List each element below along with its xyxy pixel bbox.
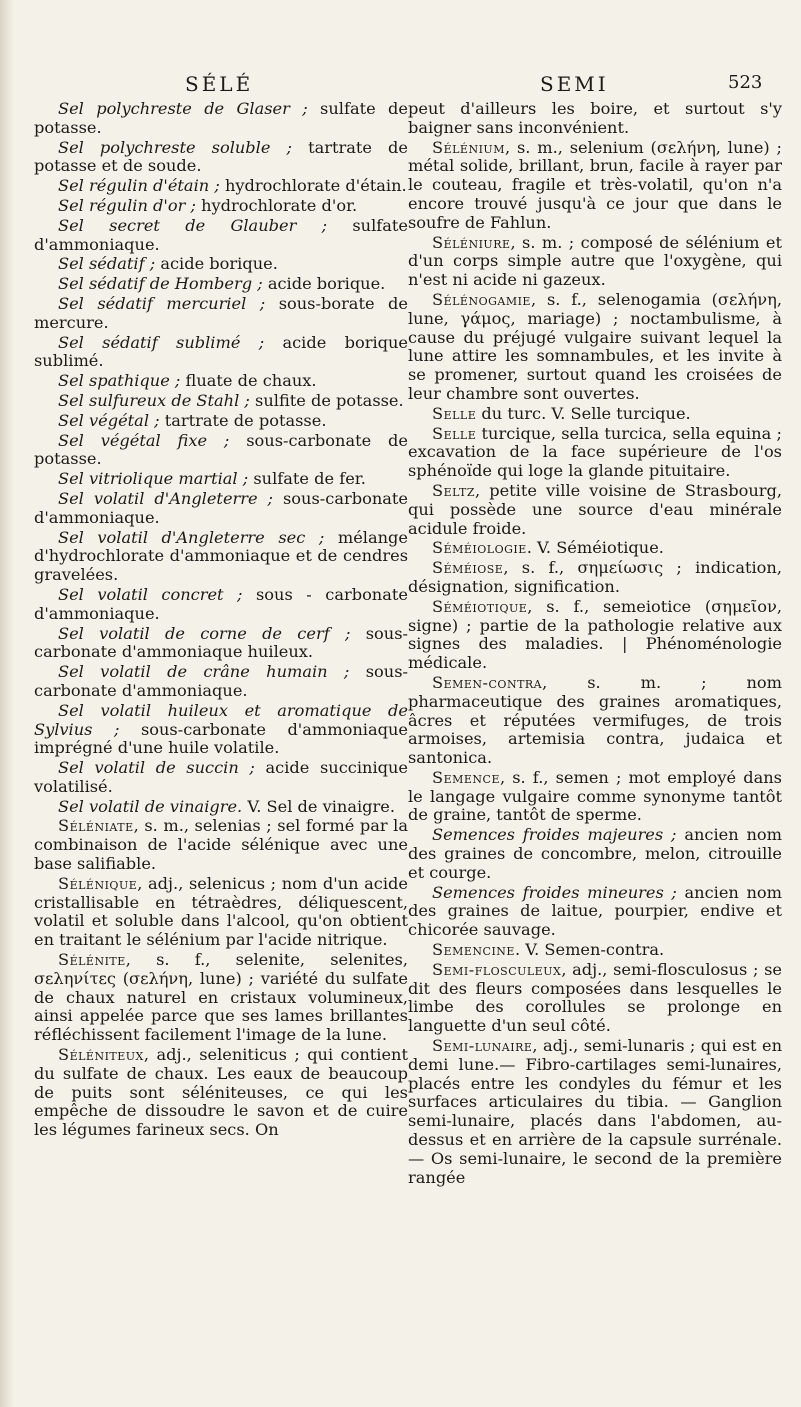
dictionary-entry [34,177,408,196]
entry-definition: sulfate de fer. [253,469,366,489]
running-head-left: SÉLÉ [185,72,254,96]
entry-headword: Semence [432,767,500,787]
entry-headword: Sel sédatif mercuriel ; [58,293,266,313]
entry-headword: Selle [432,403,477,423]
dictionary-entry [34,432,408,470]
entry-headword: Sélénite [58,950,126,970]
entry-headword: Sel volatil concret ; [58,584,243,604]
dictionary-entry [34,139,408,177]
dictionary-entry [34,817,408,873]
dictionary-entry [34,490,408,528]
entry-headword: Sel volatil d'Angleterre sec ; [58,527,325,547]
page-number: 523 [728,72,763,93]
entry-definition: , s. f., semeiotice (σημεῖον, signe) ; partie de la pathologie relative aux signes des maladies. | Phénoménologie médicale. [408,596,782,673]
entry-headword: Seltz [432,480,476,500]
entry-headword: Semencine [432,940,515,960]
dictionary-entry [34,372,408,391]
entry-definition: acide borique sublimé. [34,332,408,371]
entry-headword: Semences froides mineures ; [432,882,677,902]
dictionary-entry [34,197,408,216]
entry-definition: , s. f., selenite, selenites, σεληνίτες (σελήνη, lune) ; variété du sulfate de chaux naturel en cristaux volumineux, ainsi appelée parce que ses lames brillantes réfléchissent facilement l'image de la lune. [34,950,408,1045]
entry-definition: ancien nom des graines de concombre, melon, citrouille et courge. [408,825,783,882]
entry-definition: tartrate de potasse et de soude. [34,137,408,176]
entry-definition: acide borique. [267,274,386,294]
entry-definition: acide succinique volatilisé. [34,758,408,796]
entry-definition: sous-carbonate d'ammoniaque huileux. [34,623,408,662]
right-column [408,100,782,1188]
entry-definition: , s. m., selenium (σελήνη, lune) ; métal solide, brillant, brun, facile à rayer par le couteau, fragile et très-volatil, qu'on n'a encore trouvé jusqu'à ce jour que dans le soufre de Fahlun. [408,137,782,232]
entry-definition: sous-carbonate d'ammoniaque. [34,488,408,527]
entry-definition: . V. Semen-contra. [514,940,665,960]
entry-headword: Sel sédatif sublimé ; [58,332,265,352]
dictionary-entry [408,826,782,882]
entry-headword: Sélénique [58,873,138,893]
entry-definition: hydrochlorate d'étain. [224,176,407,196]
entry-headword: Sel sédatif ; [58,254,156,274]
dictionary-entry [34,1046,408,1140]
entry-definition: hydrochlorate d'or. [201,195,358,215]
dictionary-entry [34,412,408,431]
dictionary-entry [408,598,782,673]
entry-headword: Sel sulfureux de Stahl ; [58,390,250,410]
entry-headword: Sel régulin d'or ; [58,195,196,215]
entry-headword: Sélénium [432,137,505,157]
dictionary-entry [34,255,408,274]
dictionary-entry [34,586,408,624]
dictionary-entry [408,769,782,825]
entry-definition: ancien nom des graines de laitue, pourpier, endive et chicorée sauvage. [408,882,782,940]
entry-headword: Sel volatil d'Angleterre ; [58,488,274,508]
dictionary-entry [408,941,782,960]
entry-headword: Sel polychreste soluble ; [58,137,292,157]
entry-definition: du turc. V. Selle turcique. [476,403,691,423]
entry-headword: Sel volatil huileux et aromatique de Sylvius ; [34,700,408,739]
entry-headword: Semen-contra [432,672,543,692]
dictionary-entry [34,392,408,411]
entry-definition: turcique, sella turcica, sella equina ; excavation de la face supérieure de l'os sphénoïde qui loge la glande pituitaire. [408,423,782,481]
dictionary-entry [408,139,782,233]
entry-definition: sous - carbonate d'ammoniaque. [34,584,408,623]
entry-definition: fluate de chaux. [185,371,317,391]
page-binding-shadow [0,0,14,1407]
entry-definition: , petite ville voisine de Strasbourg, qui possède une source d'eau minérale acidule froide. [408,480,782,538]
entry-definition: , s. m. ; composé de sélénium et d'un corps simple autre que l'oxygène, qui n'est ni acide ni gazeux. [408,232,782,290]
entry-headword: Sel volatil de crâne humain ; [58,662,350,682]
dictionary-entry [34,295,408,333]
dictionary-entry [34,663,408,701]
entry-headword: Selle [432,423,477,443]
entry-headword: Sel végétal fixe ; [58,430,230,450]
entry-headword: Sel végétal ; [58,410,160,430]
dictionary-entry [408,884,782,940]
entry-headword: Semi-lunaire [432,1036,533,1056]
entry-headword: Sel vitriolique martial ; [58,469,249,489]
entry-continuation: peut d'ailleurs les boire, et surtout s'y baigner sans inconvénient. [408,99,782,137]
entry-headword: Sel polychreste de Glaser ; [58,99,308,118]
dictionary-entry [34,470,408,489]
entry-definition: sous-carbonate d'ammoniaque. [34,662,408,700]
entry-definition: , s. m., selenias ; sel formé par la combinaison de l'acide sélénique avec une base salifiable. [34,816,408,874]
dictionary-entry [34,798,408,817]
entry-headword: Sel volatil de corne de cerf ; [58,623,351,643]
dictionary-entry [408,674,782,768]
entry-definition: sous-carbonate d'ammoniaque imprégné d'une huile volatile. [34,719,408,758]
dictionary-entry [408,961,782,1036]
entry-definition: V. Sel de vinaigre. [247,796,396,816]
entry-headword: Semences froides majeures ; [432,825,677,845]
dictionary-entry [34,217,408,255]
entry-headword: Séméiose [432,558,504,578]
entry-headword: Semi-flosculeux [432,959,562,979]
dictionary-entry [34,759,408,797]
entry-definition: . V. Séméiotique. [526,538,664,558]
entry-headword: Séméiotique [432,596,528,616]
dictionary-entry [34,275,408,294]
entry-headword: Sel volatil de succin ; [58,758,255,778]
entry-definition: sulfite de potasse. [255,390,404,410]
running-head-right: SEMI [540,72,609,96]
dictionary-entry [408,559,782,597]
dictionary-entry [408,100,782,138]
entry-definition: tartrate de potasse. [164,410,327,430]
entry-definition: , s. f., selenogamia (σελήνη, lune, γάμος, mariage) ; noctambulisme, à cause du préjugé vulgaire suivant lequel la lune attire les somnambules, et les invite à se promener, surtout quand les croisées de leur chambre sont ouvertes. [408,289,782,403]
entry-definition: sous-borate de mercure. [34,293,408,332]
dictionary-entry [34,951,408,1045]
dictionary-entry [34,529,408,585]
entry-definition: , s. f., σημείωσις ; indication, désignation, signification. [408,558,782,596]
dictionary-entry [34,625,408,663]
entry-headword: Sel sédatif de Homberg ; [58,274,263,294]
entry-definition: sulfate d'ammoniaque. [34,215,408,254]
dictionary-entry [408,539,782,558]
entry-definition: , adj., seleniticus ; qui contient du sulfate de chaux. Les eaux de beaucoup de puits sont séléniteuses, ce qui les empêche de dissoudre le savon et de cuire les légumes farineux secs. On [34,1045,408,1140]
left-column [34,100,408,1141]
dictionary-entry [34,334,408,372]
dictionary-entry [408,482,782,538]
entry-headword: Sel volatil de vinaigre. [58,796,243,816]
entry-headword: Séléniate [58,816,134,836]
entry-definition: sulfate de potasse. [34,99,408,137]
entry-definition: , s. f., semen ; mot employé dans le langage vulgaire comme synonyme tantôt de graine, tantôt de sperme. [408,767,782,825]
dictionary-entry [34,702,408,758]
entry-definition: , adj., selenicus ; nom d'un acide cristallisable en tétraèdres, déliquescent, volatil et soluble dans l'alcool, qu'on obtient en traitant le sélénium par l'acide nitrique. [34,873,408,950]
entry-definition: , adj., semi-lunaris ; qui est en demi lune.— Fibro-cartilages semi-lunaires, placés entre les condyles du fémur et les surfaces articulaires du tibia. — Ganglion semi-lunaire, placés dans l'abdomen, au-dessus et en arrière de la capsule surrénale. — Os semi-lunaire, le second de la première rangée [408,1036,782,1187]
dictionary-entry [408,425,782,481]
entry-headword: Séléniure [432,232,511,252]
entry-headword: Sélénogamie [432,289,531,309]
dictionary-entry [408,234,782,290]
entry-definition: sous-carbonate de potasse. [34,430,408,469]
dictionary-entry [34,100,408,138]
entry-definition: , s. m. ; nom pharmaceutique des graines aromatiques, âcres et réputées vermifuges, de trois armoises, artemisia contra, judaica et santonica. [408,672,782,768]
dictionary-entry [408,291,782,404]
entry-definition: , adj., semi-flosculosus ; se dit des fleurs composées dans lesquelles le limbe des corollules se prolonge en languette d'un seul côté. [408,959,782,1036]
entry-definition: mélange d'hydrochlorate d'ammoniaque et de cendres gravelées. [34,527,408,585]
entry-headword: Sel spathique ; [58,371,181,391]
entry-headword: Sel secret de Glauber ; [58,215,328,235]
entry-definition: acide borique. [160,254,278,274]
entry-headword: Sel régulin d'étain ; [58,176,220,196]
dictionary-entry [408,405,782,424]
dictionary-entry [34,875,408,950]
dictionary-entry [408,1037,782,1187]
entry-headword: Séléniteux [58,1045,144,1065]
entry-headword: Séméiologie [432,538,527,558]
